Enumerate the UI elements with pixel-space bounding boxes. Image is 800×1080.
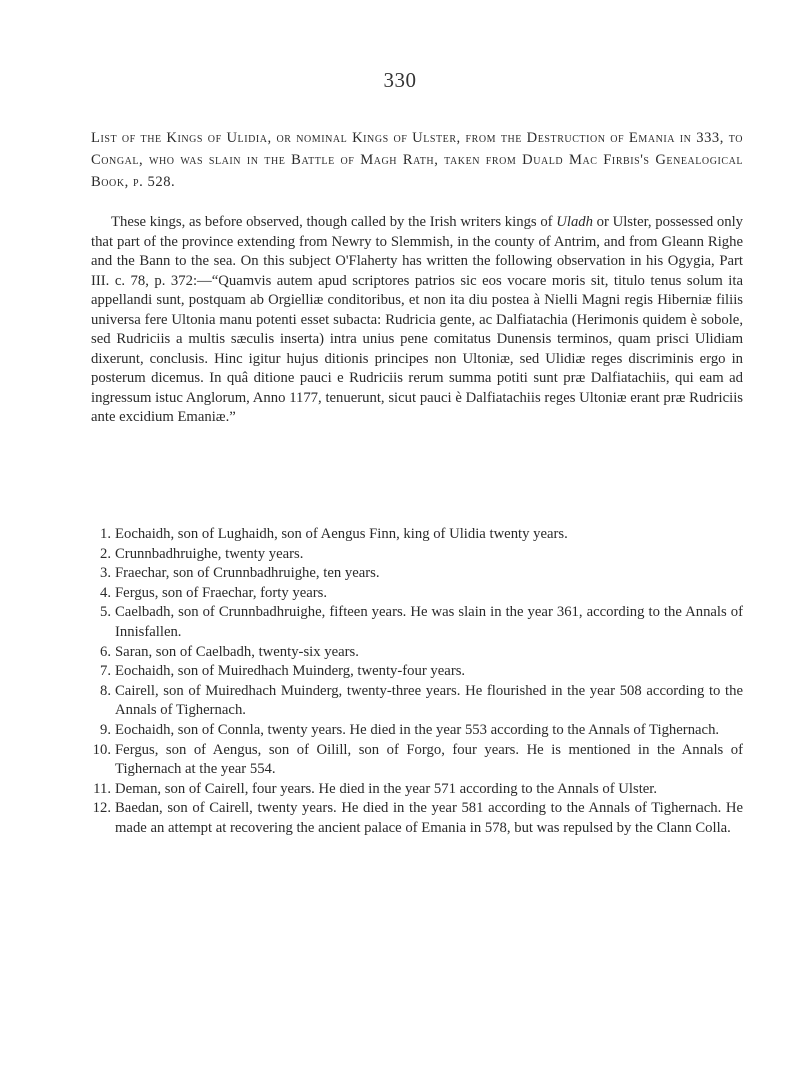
list-item [91,799,743,838]
section-heading: List of the Kings of Ulidia, or nominal Kings of Ulster, from the Destruction of Emania in 333, to Congal, who was slain in the Battle of Magh Rath, taken from Duald Mac Firbis's Genealogical Book, p. 528. [91,130,743,190]
list-item-number: 3. [99,565,111,582]
page-number: 330 [383,68,417,92]
list-item [91,584,743,604]
list-item-number: 11. [93,780,111,797]
list-item-number: 1. [99,526,111,542]
list-item-number: 9. [99,721,111,738]
list-item-text: Baedan, son of Cairell, twenty years. He died in the year 581 according to the Annals of Tighernach. He made an attempt at recovering the ancient palace of Emania in 578, but was repulsed by the Clann Colla. [115,800,743,836]
list-item-text: Caelbadh, son of Crunnbadhruighe, fifteen years. He was slain in the year 361, according to the Annals of Innisfallen. [115,604,743,640]
list-item-number: 2. [99,545,111,562]
list-item [91,643,743,663]
list-item-number: 6. [99,643,111,660]
list-item-text: Eochaidh, son of Connla, twenty years. He died in the year 553 according to the Annals of Tighernach. [115,721,720,738]
list-item [91,525,743,545]
list-item-text: Fraechar, son of Crunnbadhruighe, ten years. [115,565,380,582]
list-item [91,545,743,565]
list-item-text: Cairell, son of Muiredhach Muinderg, twenty-three years. He flourished in the year 508 according to the Annals of Tighernach. [115,682,743,719]
list-item-number: 10. [92,741,111,758]
list-item-text: Eochaidh, son of Muiredhach Muinderg, twenty-four years. [115,663,466,680]
list-item-text: Fergus, son of Fraechar, forty years. [115,584,328,601]
kings-list [91,525,743,839]
list-item [91,682,743,721]
intro-text-part-1: These kings, as before observed, though called by the Irish writers kings of [111,214,557,230]
intro-text-part-2: or Ulster, possessed only that part of the province extending from Newry to Slemmish, in the county of Antrim, and from Gleann Righe and the Bann to the sea. On this subject O'Flaherty has written the following observation in his Ogygia, Part III. c. 78, p. 372:—“Quamvis autem apud scriptores patrios sic eos vocare moris sit, titulo tenus solum ita appellandi sunt, postquam ab Orgielliæ conditoribus, et non ita diu postea à Nielli Magni regis Hiberniæ filiis universa fere Ultonia manu potenti esset subacta: Rudricia gente, ac Dalfiatachia (Herimonis quidem è sobole, sed Rudriciis a multis sæculis inserta) intra unius pene comitatus Dunensis terminos, quam prisci Ulidiam dixerunt, conclusis. Hinc igitur hujus ditionis principes non Ultoniæ, sed Ulidiæ reges discriminis ergo in posterum dicemus. In quâ ditione pauci e Rudriciis rerum summa potiti sunt præ Dalfiatachiis, qui eam ad ingressum istuc Anglorum, Anno 1177, tenuerunt, sicut pauci è Dalfiatachiis reges Ultoniæ erant præ Rudriciis ante excidium Emaniæ.” [91,214,744,425]
list-item [91,741,743,780]
list-item-number: 12. [92,800,111,817]
list-item-number: 8. [99,682,111,699]
list-item-text: Saran, son of Caelbadh, twenty-six years. [115,643,359,660]
intro-paragraph [91,213,743,428]
list-item-text: Deman, son of Cairell, four years. He died in the year 571 according to the Annals of Ulster. [115,780,658,797]
list-item [91,662,743,682]
list-item-text: Fergus, son of Aengus, son of Oilill, son of Forgo, four years. He is mentioned in the Annals of Tighernach at the year 554. [115,741,743,778]
list-item-number: 5. [99,604,111,621]
list-item [91,780,743,800]
list-item-number: 4. [99,584,111,601]
list-item-number: 7. [99,663,111,680]
list-item [91,603,743,642]
intro-italic-term: Uladh [556,214,593,230]
list-item [91,721,743,741]
list-item-text: Crunnbadhruighe, twenty years. [115,545,304,562]
list-item-text: Eochaidh, son of Lughaidh, son of Aengus Finn, king of Ulidia twenty years. [115,526,568,542]
list-item [91,564,743,584]
